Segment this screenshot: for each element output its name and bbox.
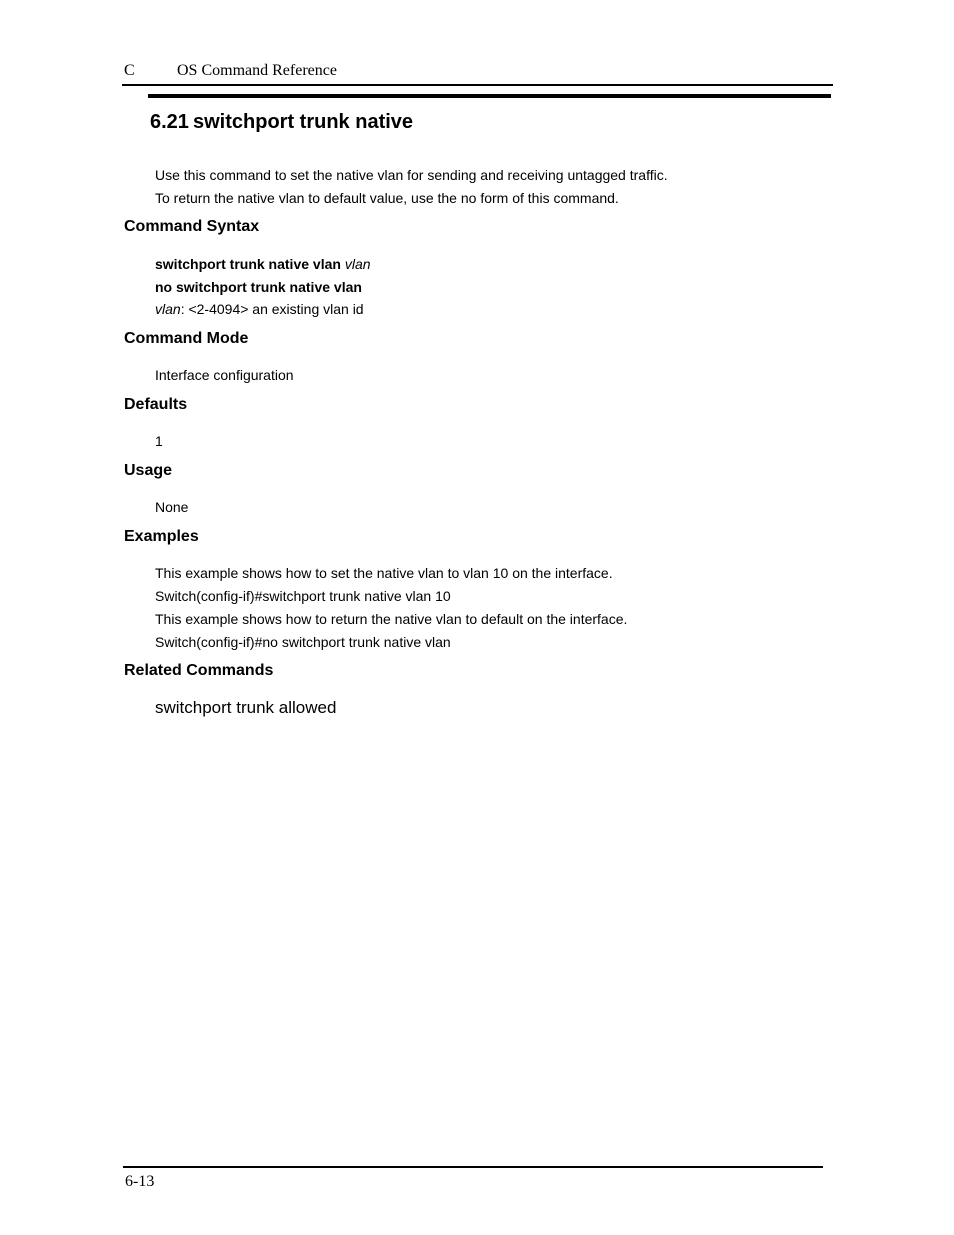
mode-text: Interface configuration xyxy=(155,367,294,383)
example-line: Switch(config-if)#no switchport trunk native vlan xyxy=(155,634,451,650)
footer-rule xyxy=(123,1166,823,1168)
section-title: switchport trunk native xyxy=(193,111,414,133)
syntax-command-1 xyxy=(155,256,371,272)
intro-line: To return the native vlan to default value, use the no form of this command. xyxy=(155,190,619,206)
examples-heading: Examples xyxy=(124,528,199,545)
page-number: 6-13 xyxy=(125,1173,155,1190)
example-line: This example shows how to set the native vlan to vlan 10 on the interface. xyxy=(155,565,613,581)
header-chapter-letter: C xyxy=(124,62,135,79)
syntax-param-text: : <2-4094> an existing vlan id xyxy=(180,301,364,317)
usage-heading: Usage xyxy=(124,462,173,479)
syntax-command-2: no switchport trunk native vlan xyxy=(155,279,362,295)
section-heading xyxy=(150,111,413,134)
syntax-command-1-param: vlan xyxy=(344,256,371,272)
defaults-heading: Defaults xyxy=(124,396,188,413)
syntax-command-1-name: switchport trunk native vlan xyxy=(155,256,341,272)
defaults-text: 1 xyxy=(155,433,163,449)
example-line: Switch(config-if)#switchport trunk native vlan 10 xyxy=(155,588,451,604)
syntax-param-name: vlan xyxy=(155,301,181,317)
header-rule xyxy=(122,84,833,86)
example-line: This example shows how to return the native vlan to default on the interface. xyxy=(155,611,628,627)
header-title: OS Command Reference xyxy=(177,62,337,79)
related-heading: Related Commands xyxy=(124,662,274,679)
mode-heading: Command Mode xyxy=(124,330,249,347)
intro-line: Use this command to set the native vlan for sending and receiving untagged traffic. xyxy=(155,167,668,183)
syntax-param-desc xyxy=(155,301,364,317)
section-number: 6.21 xyxy=(150,111,189,133)
usage-text: None xyxy=(155,499,189,515)
related-command: switchport trunk allowed xyxy=(155,698,337,717)
section-rule xyxy=(148,94,831,98)
syntax-heading: Command Syntax xyxy=(124,218,260,235)
